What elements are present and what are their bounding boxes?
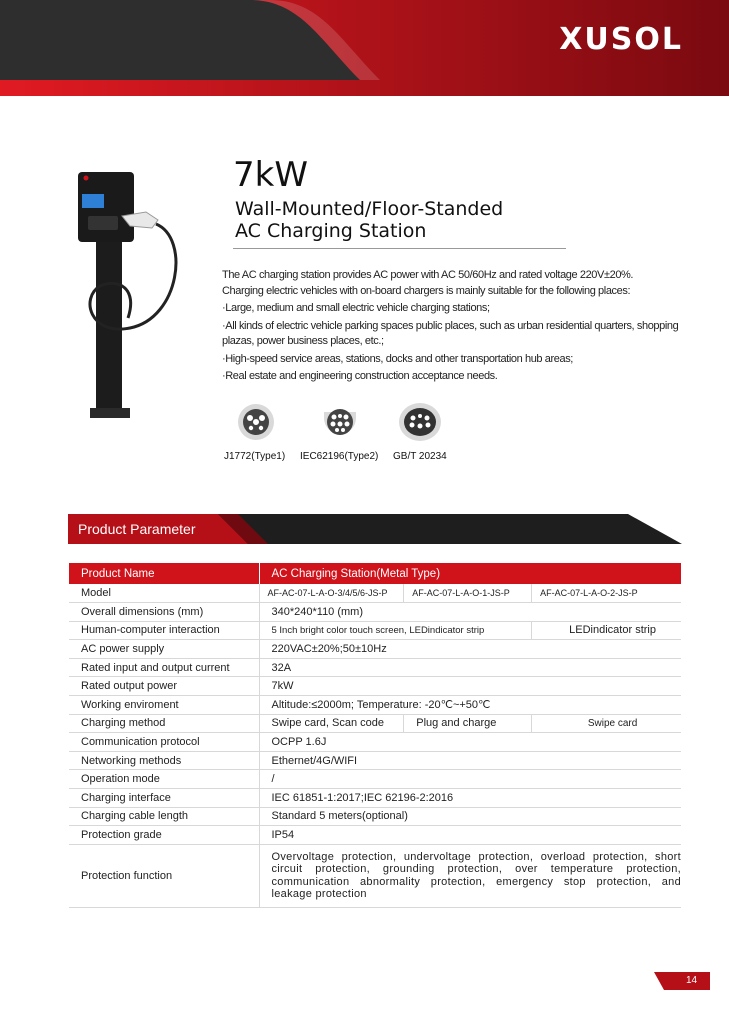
brand-logo: XUSOL	[559, 22, 683, 57]
product-title-line2: AC Charging Station	[235, 220, 427, 242]
table-cell-value: /	[259, 770, 681, 789]
parameter-table	[69, 563, 681, 908]
table-row	[69, 603, 681, 622]
table-header-row	[69, 563, 681, 584]
table-cell-value: 5 Inch bright color touch screen, LEDindicator strip	[259, 621, 532, 640]
product-description	[222, 268, 692, 385]
page-number: 14	[686, 975, 698, 986]
table-cell-value: AF-AC-07-L-A-O-1-JS-P	[404, 584, 532, 603]
table-cell-label: Overall dimensions (mm)	[69, 603, 259, 622]
table-cell-value: IEC 61851-1:2017;IEC 62196-2:2016	[259, 789, 681, 808]
type2-plug-icon	[320, 402, 360, 442]
table-cell-label: Networking methods	[69, 751, 259, 770]
table-cell-value: Ethernet/4G/WIFI	[259, 751, 681, 770]
table-cell-value: AF-AC-07-L-A-O-3/4/5/6-JS-P	[259, 584, 404, 603]
table-cell-value: OCPP 1.6J	[259, 733, 681, 752]
table-row	[69, 751, 681, 770]
table-cell-label: Operation mode	[69, 770, 259, 789]
table-cell-label: Rated output power	[69, 677, 259, 696]
connector-label: GB/T 20234	[393, 451, 447, 462]
intro-line1: The AC charging station provides AC power with AC 50/60Hz and rated voltage 220V±20%.	[222, 269, 634, 281]
header-band	[0, 0, 729, 96]
bullet-item: ·All kinds of electric vehicle parking spaces public places, such as urban residential quarters, shopping plazas, power business places, etc.;	[222, 319, 679, 347]
table-row	[69, 807, 681, 826]
table-cell-value: Swipe card	[532, 714, 681, 733]
gbt-plug-icon	[398, 402, 442, 442]
title-divider	[233, 248, 566, 249]
table-cell-label: Rated input and output current	[69, 658, 259, 677]
table-cell-label: Communication protocol	[69, 733, 259, 752]
table-cell-label: Product Name	[69, 563, 259, 584]
table-cell-label: Charging interface	[69, 789, 259, 808]
table-cell-label: Charging method	[69, 714, 259, 733]
intro-line2: Charging electric vehicles with on-board chargers is mainly suitable for the following places:	[222, 284, 631, 297]
table-row	[69, 789, 681, 808]
table-row	[69, 621, 681, 640]
connector-label: J1772(Type1)	[224, 451, 286, 462]
table-cell-label: Working enviroment	[69, 696, 259, 715]
table-cell-value: Swipe card, Scan code	[259, 714, 404, 733]
table-cell-label: AC power supply	[69, 640, 259, 659]
product-power: 7kW	[233, 155, 308, 195]
bullet-item: ·Real estate and engineering construction acceptance needs.	[222, 370, 498, 382]
bullet-item: ·High-speed service areas, stations, docks and other transportation hub areas;	[222, 352, 573, 365]
table-cell-label: Protection function	[69, 844, 259, 907]
table-cell-label: Model	[69, 584, 259, 603]
bullet-item: ·Large, medium and small electric vehicle charging stations;	[222, 302, 490, 314]
table-cell-label: Charging cable length	[69, 807, 259, 826]
table-cell-label: Protection grade	[69, 826, 259, 845]
table-cell-value: Standard 5 meters(optional)	[259, 807, 681, 826]
table-row	[69, 696, 681, 715]
table-row	[69, 826, 681, 845]
table-row	[69, 677, 681, 696]
table-cell-value: 32A	[259, 658, 681, 677]
table-row	[69, 770, 681, 789]
table-row	[69, 640, 681, 659]
product-title-line1: Wall-Mounted/Floor-Standed	[235, 198, 504, 220]
table-cell-value: IP54	[259, 826, 681, 845]
product-photo	[60, 168, 200, 428]
j1772-plug-icon	[236, 402, 276, 442]
table-cell-value: AC Charging Station(Metal Type)	[259, 563, 681, 584]
table-cell-value: 220VAC±20%;50±10Hz	[259, 640, 681, 659]
section-title: Product Parameter	[78, 521, 196, 537]
table-cell-value: LEDindicator strip	[532, 621, 681, 640]
table-cell-value: Altitude:≤2000m; Temperature: -20℃~+50℃	[259, 696, 681, 715]
table-row	[69, 844, 681, 907]
table-cell-value: 340*240*110 (mm)	[259, 603, 681, 622]
table-cell-value: AF-AC-07-L-A-O-2-JS-P	[532, 584, 681, 603]
table-cell-value: Overvoltage protection, undervoltage protection, overload protection, short circuit protection, grounding protection, over temperature protection, communication abnormality protection, emergency stop protection, and leakage protection	[259, 844, 681, 907]
table-row	[69, 733, 681, 752]
table-row	[69, 714, 681, 733]
connector-label: IEC62196(Type2)	[300, 451, 379, 462]
table-cell-label: Human-computer interaction	[69, 621, 259, 640]
table-cell-value: Plug and charge	[404, 714, 532, 733]
table-row	[69, 584, 681, 603]
table-row	[69, 658, 681, 677]
table-cell-value: 7kW	[259, 677, 681, 696]
page-number-tab	[654, 972, 710, 990]
